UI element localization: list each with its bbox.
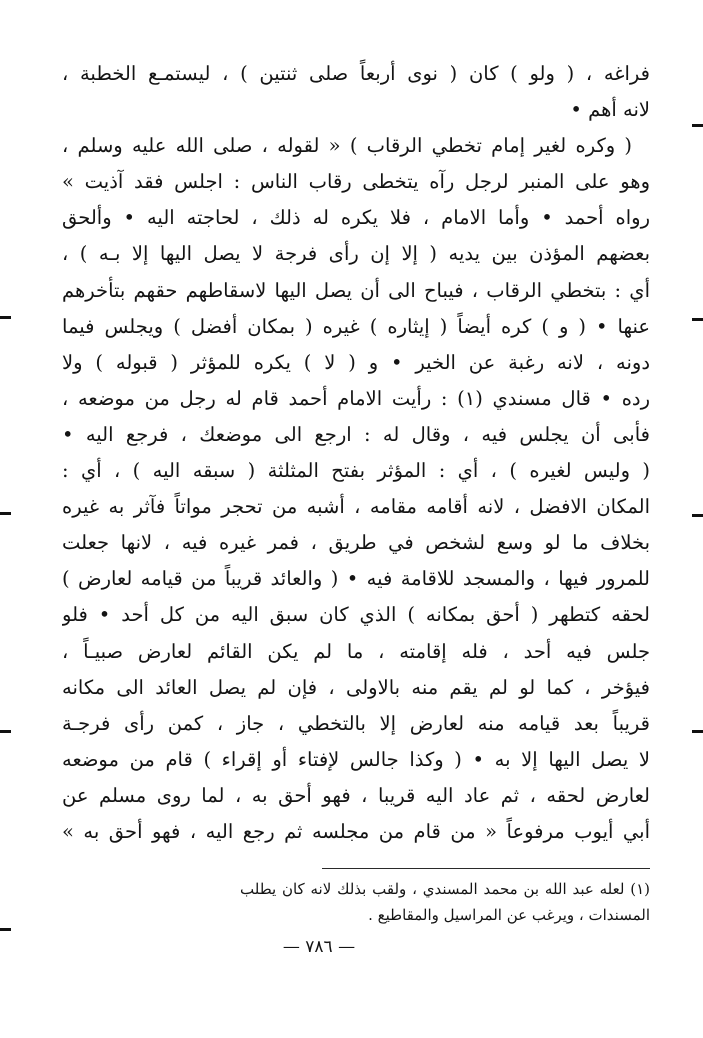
text-line: لحقه كتطهر ( أحق بمكانه ) الذي كان سبق اليه من كل أحد • فلو: [62, 603, 650, 627]
text-line: عنها • ( و ) كره أيضاً ( إيثاره ) غيره ( بمكان أفضل ) ويجلس فيما: [62, 314, 650, 338]
text-line: ( وليس لغيره ) ، أي : المؤثر بفتح المثلثة ( سبقه اليه ) ، أي :: [62, 459, 650, 483]
text-line: وهو على المنبر لرجل رآه يتخطى رقاب الناس : اجلس فقد آذيت »: [62, 170, 650, 194]
margin-tick: [692, 318, 703, 321]
text-line: فأبى أن يجلس فيه ، وقال له : ارجع الى موضعك ، فرجع اليه •: [62, 422, 650, 446]
text-line: أي : بتخطي الرقاب ، فيباح الى أن يصل اليها لاسقاطهم حقهم بتأخرهم: [62, 278, 650, 302]
footnote-line: (١) لعله عبد الله بن محمد المسندي ، ولقب بذلك لانه كان يطلب: [240, 880, 650, 898]
footnote-line: المسندات ، ويرغب عن المراسيل والمقاطيع .: [368, 906, 650, 924]
footnote: [240, 876, 650, 928]
text-line: أبي أيوب مرفوعاً « من قام من مجلسه ثم رجع اليه ، فهو أحق به »: [62, 819, 650, 843]
margin-tick: [692, 124, 703, 127]
text-line: لعارض لحقه ، ثم عاد اليه قريبا ، فهو أحق به ، لما روى مسلم عن: [62, 783, 650, 807]
main-text: [62, 56, 650, 850]
text-line: لانه أهم •: [570, 98, 650, 122]
margin-tick: [0, 316, 11, 319]
text-line: جلس فيه أحد ، فله إقامته ، ما لم يكن القائم لعارض صبيـاً ،: [62, 639, 650, 663]
text-line: لا يصل اليها إلا به • ( وكذا جالس لإفتاء أو إقراء ) قام من موضعه: [62, 747, 650, 771]
margin-tick: [0, 512, 11, 515]
page-number: — ٧٨٦ —: [282, 937, 356, 957]
text-line: رده • قال مسندي (١) : رأيت الامام أحمد قام له رجل من موضعه ،: [62, 386, 650, 410]
text-line: المكان الافضل ، لانه أقامه مقامه ، أشبه من تحجر مواتاً فآثر به غيره: [62, 495, 650, 519]
text-line: فراغه ، ( ولو ) كان ( نوى أربعاً صلى ثنتين ) ، ليستمـع الخطبة ،: [62, 62, 650, 85]
margin-tick: [692, 514, 703, 517]
text-line: بعضهم المؤذن بين يديه ( إلا إن رأى فرجة لا يصل اليها إلا بـه ) ،: [62, 242, 650, 266]
margin-tick: [692, 730, 703, 733]
text-line: فيؤخر ، كما لو لم يقم منه بالاولى ، فإن لم يصل العائد الى مكانه: [62, 675, 650, 699]
text-line: بخلاف ما لو وسع لشخص في طريق ، فمر غيره فيه ، لانها جعلت: [62, 531, 650, 555]
margin-tick: [0, 730, 11, 733]
text-line: للمرور فيها ، والمسجد للاقامة فيه • ( والعائد قريباً من قيامه لعارض ): [62, 567, 650, 591]
text-line: ( وكره لغير إمام تخطي الرقاب ) « لقوله ، صلى الله عليه وسلم ،: [62, 134, 632, 158]
margin-tick: [0, 928, 11, 931]
footnote-divider: [322, 868, 650, 869]
text-line: رواه أحمد • وأما الامام ، فلا يكره له ذلك ، لحاجته اليه • وألحق: [62, 206, 650, 230]
text-line: قريباً بعد قيامه منه لعارض إلا بالتخطي ، جاز ، كمن رأى فرجـة: [62, 711, 650, 735]
text-line: دونه ، لانه رغبة عن الخير • و ( لا ) يكره للمؤثر ( قبوله ) ولا: [62, 350, 650, 374]
